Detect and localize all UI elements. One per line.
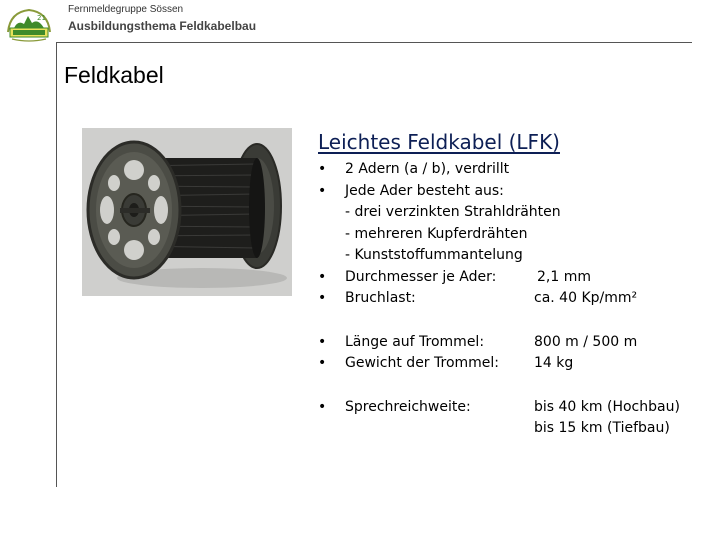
sub-item-text: - drei verzinkten Strahldrähten [345,204,561,220]
spec-value: bis 40 km (Hochbau) [534,398,680,415]
spec-value: ca. 40 Kp/mm² [534,290,638,306]
cable-drum-photo [82,128,292,296]
bullet: • [318,182,327,199]
sub-item-text: - Kunststoffummantelung [345,247,523,263]
left-divider [56,42,57,487]
spec-value: 800 m / 500 m [534,333,638,350]
logo [4,6,54,44]
spec-label: Bruchlast: [345,290,416,306]
sub-item-text: - mehreren Kupferdrähten [345,225,528,242]
item-text: 2 Adern (a / b), verdrillt [345,161,510,177]
training-topic: Ausbildungsthema Feldkabelbau [68,19,257,33]
spec-value: 2,1 mm [537,268,591,285]
spec-value: 14 kg [534,355,574,371]
spec-label: Gewicht der Trommel: [345,355,500,371]
bullet: • [318,355,327,371]
item-text: Jede Ader besteht aus: [345,182,504,199]
spec-label: Durchmesser je Ader: [345,268,497,285]
slide-title: Feldkabel [64,62,164,88]
bullet: • [318,333,327,350]
bullet: • [318,161,327,177]
cable-subtitle: Leichtes Feldkabel (LFK) [318,130,560,154]
spec-value: bis 15 km (Tiefbau) [534,420,670,436]
svg-text:21: 21 [37,14,46,22]
spec-label: Länge auf Trommel: [345,333,485,350]
bullet: • [318,398,327,415]
bullet: • [318,268,327,285]
bullet: • [318,290,327,306]
spec-label: Sprechreichweite: [345,398,471,415]
header-divider [56,42,692,43]
organization-name: Fernmeldegruppe Sössen [68,4,184,15]
